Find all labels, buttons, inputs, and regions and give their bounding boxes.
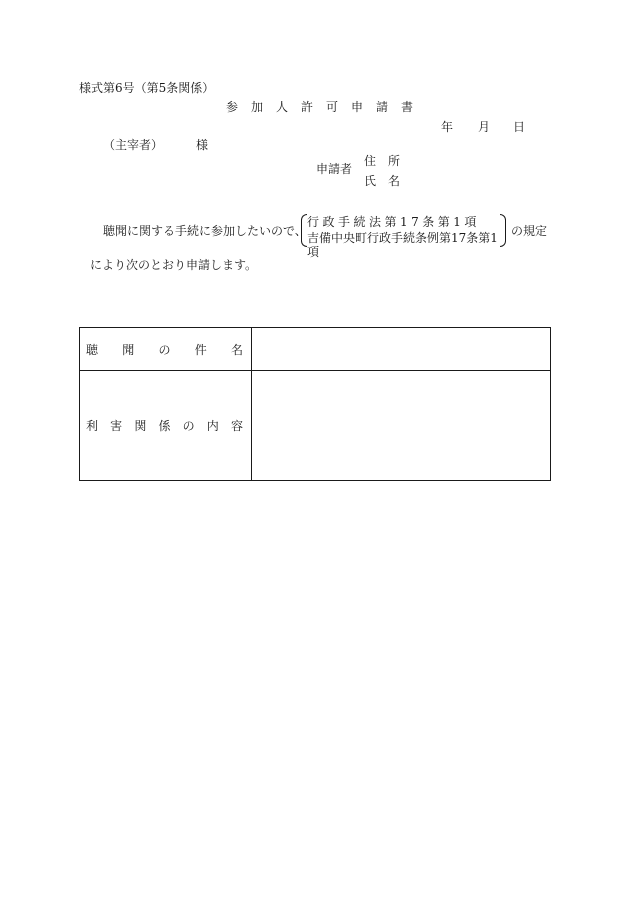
applicant-name-label: 氏 名 [364,174,401,188]
year-label: 年 [441,120,454,134]
hearing-title-value[interactable] [252,328,551,371]
applicant-label: 申請者 [316,162,353,176]
body-line2: により次のとおり申請します。 [90,258,258,272]
law-option-administrative-procedure-act: 行政手続法第17条第1項 [307,215,480,229]
interest-details-value[interactable] [252,371,551,481]
applicant-address-label: 住 所 [364,154,401,168]
addressee-honorific: 様 [196,138,209,152]
hearing-title-label: 聴 聞 の 件 名 [80,328,252,371]
law-reference-bracket [301,214,506,259]
body-suffix: の規定 [511,224,548,238]
body-intro: 聴聞に関する手続に参加したいので、 [103,224,307,238]
bracket-right [500,214,506,247]
table-row [80,371,551,481]
day-label: 日 [513,120,526,134]
interest-details-label: 利 害 関 係 の 内 容 [80,371,252,481]
law-option-town-ordinance: 吉備中央町行政手続条例第17条第1項 [307,231,498,259]
form-number: 様式第6号（第5条関係） [79,81,215,95]
application-table [79,327,551,481]
month-label: 月 [478,120,491,134]
addressee-role: （主宰者） [103,138,164,152]
table-row [80,328,551,371]
document-title: 参加人許可申請書 [226,100,427,114]
